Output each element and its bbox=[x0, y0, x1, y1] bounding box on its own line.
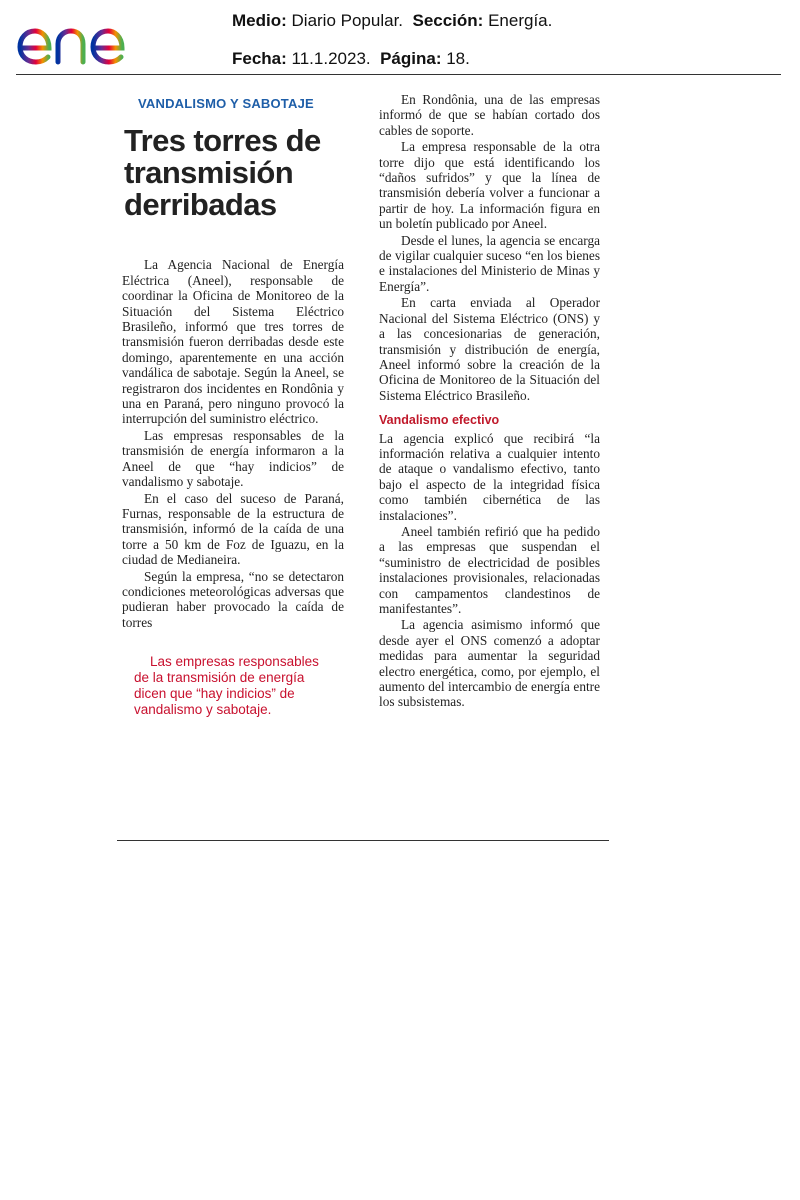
seccion-label: Sección: bbox=[412, 11, 484, 30]
pull-quote-line: de la transmisión de energía bbox=[134, 670, 305, 686]
header-divider bbox=[16, 74, 781, 75]
article-paragraph: La Agencia Nacional de Energía Eléctrica (Aneel), responsable de coordinar la Oficina de Monitoreo de la Situación del Sistema Eléctrico Brasileño, informó que tres torres de transmisión fueron derribadas desde este domingo, aparentemente en una acción vandálica de sabotaje. Según la Aneel, se registraron dos incidentes en Rondônia y una en Paraná, pero ninguno provocó la interrupción del suministro eléctrico. bbox=[122, 257, 344, 427]
pagina-value: 18. bbox=[446, 49, 470, 68]
article-kicker: VANDALISMO Y SABOTAJE bbox=[138, 96, 314, 111]
clipping-metadata bbox=[232, 2, 552, 78]
fecha-value: 11.1.2023. bbox=[291, 49, 371, 68]
article-paragraph: La agencia asimismo informó que desde ayer el ONS comenzó a adoptar medidas para aumentar la seguridad electro energética, como, por ejemplo, el aumento del intercambio de energía entre los subsistemas. bbox=[379, 617, 600, 710]
pull-quote bbox=[124, 654, 344, 718]
newspaper-clipping bbox=[118, 92, 608, 812]
article-paragraph: Aneel también refirió que ha pedido a las empresas que suspendan el “suministro de electricidad de posibles instalaciones provisionales, relacionadas con campamentos clandestinos de manifestantes”. bbox=[379, 523, 600, 616]
pagina-label: Página: bbox=[380, 49, 442, 68]
article-paragraph: La agencia explicó que recibirá “la información relativa a cualquier intento de ataque o vandalismo efectivo, tanto bajo el aspecto de la integridad física como también cibernética de las instalaciones”. bbox=[379, 430, 600, 523]
article-headline: Tres torres de transmisión derribadas bbox=[124, 123, 321, 223]
medio-line bbox=[232, 2, 552, 40]
enel-logo bbox=[16, 14, 172, 72]
pull-quote-line: vandalismo y sabotaje. bbox=[134, 702, 272, 718]
article-subheading: Vandalismo efectivo bbox=[379, 413, 500, 428]
article-column-left bbox=[122, 92, 344, 718]
medio-label: Medio: bbox=[232, 11, 287, 30]
footer-divider bbox=[117, 840, 609, 841]
fecha-label: Fecha: bbox=[232, 49, 287, 68]
article-paragraph: En carta enviada al Operador Nacional del Sistema Eléctrico (ONS) y a las concesionarias de generación, transmisión y distribución de energía, Aneel informó sobre la creación de la Oficina de Monitoreo de la Situación del Sistema Eléctrico Brasileño. bbox=[379, 295, 600, 403]
seccion-value: Energía. bbox=[488, 11, 553, 30]
article-paragraph: En Rondônia, una de las empresas informó de que se habían cortado dos cables de soporte. bbox=[379, 92, 600, 138]
article-paragraph: La empresa responsable de la otra torre dijo que está identificando los “daños sufridos” y que la línea de transmisión debería volver a funcionar a partir de hoy. La información figura en un boletín publicado por Aneel. bbox=[379, 139, 600, 232]
pull-quote-line: Las empresas responsables bbox=[150, 654, 319, 670]
fecha-line bbox=[232, 40, 552, 78]
article-paragraph: Las empresas responsables de la transmisión de energía informaron a la Aneel de que “hay indicios” de vandalismo y sabotaje. bbox=[122, 427, 344, 490]
article-paragraph: Desde el lunes, la agencia se encarga de vigilar cualquier suceso “en los bienes e instalaciones del Ministerio de Minas y Energía”. bbox=[379, 232, 600, 294]
article-paragraph: Según la empresa, “no se detectaron condiciones meteorológicas adversas que pudieran haber provocado la caída de torres bbox=[122, 568, 344, 630]
article-paragraph: En el caso del suceso de Paraná, Furnas, responsable de la estructura de transmisión, informó de la caída de una torre a 50 km de Foz de Iguazu, en la ciudad de Medianeira. bbox=[122, 490, 344, 568]
medio-value: Diario Popular. bbox=[291, 11, 404, 30]
article-column-right bbox=[379, 92, 600, 711]
pull-quote-line: dicen que “hay indicios” de bbox=[134, 686, 295, 702]
